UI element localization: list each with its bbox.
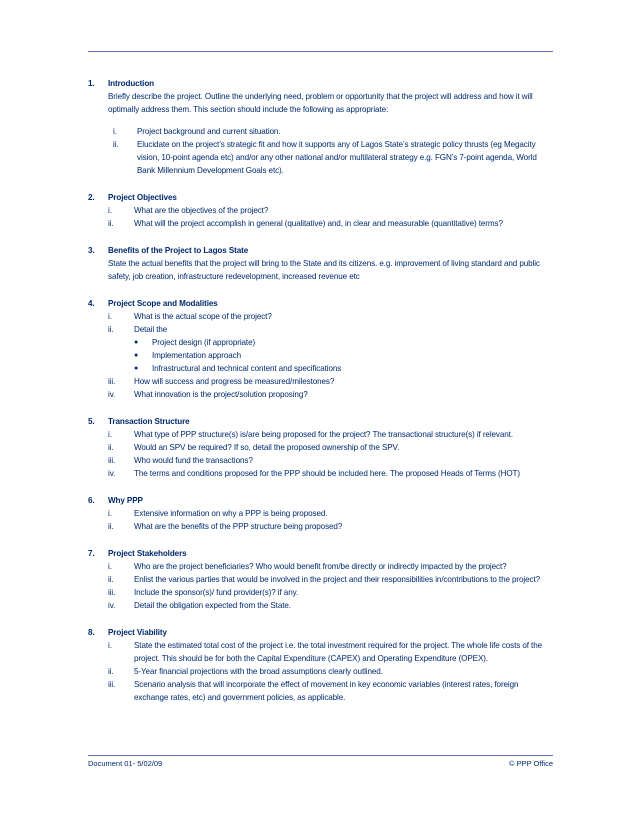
bullet-icon: ● [134, 365, 139, 372]
list-item [108, 560, 554, 573]
section-number: 6. [88, 496, 95, 505]
section-title: Introduction [108, 79, 155, 88]
bullet-text: Infrastructural and technical content and specifications [152, 364, 342, 373]
item-list [108, 204, 554, 230]
item-text: Who are the project beneficiaries? Who would benefit from/be directly or indirectly impacted by the project? [134, 562, 507, 571]
item-list [108, 125, 554, 177]
item-text: Detail the [134, 325, 168, 334]
item-text: What is the actual scope of the project? [134, 312, 272, 321]
bullet-item [134, 362, 554, 375]
item-list [108, 428, 554, 480]
item-numeral: i. [108, 562, 112, 571]
section-heading [88, 415, 554, 428]
item-text: What type of PPP structure(s) is/are being proposed for the project? The transactional structure(s) if relevant. [134, 430, 513, 439]
item-numeral: iii. [108, 377, 116, 386]
item-text: Detail the obligation expected from the State. [134, 601, 291, 610]
list-item [108, 454, 554, 467]
section-project-objectives [88, 191, 554, 230]
header-rule [88, 51, 553, 52]
item-numeral: iii. [108, 588, 116, 597]
item-text: Project background and current situation. [137, 127, 281, 136]
item-numeral: i. [108, 312, 112, 321]
list-item [108, 520, 554, 533]
item-numeral: i. [108, 509, 112, 518]
item-numeral: i. [108, 430, 112, 439]
item-numeral: ii. [108, 667, 114, 676]
list-item [108, 467, 554, 480]
bullet-icon: ● [134, 339, 139, 346]
item-numeral: ii. [108, 522, 114, 531]
item-numeral: ii. [108, 219, 114, 228]
list-item [108, 217, 554, 230]
section-number: 2. [88, 193, 95, 202]
list-item [108, 125, 554, 138]
bullet-text: Implementation approach [152, 351, 242, 360]
section-title: Project Scope and Modalities [108, 299, 218, 308]
item-text: Elucidate on the project’s strategic fit and how it supports any of Lagos State’s strategic policy thrusts (eg Megacity vision, 10-point agenda etc) and/or any other national and/or multilateral strategy e.g. FGN’s 7-point agenda, World Bank Millennium Development Goals etc). [137, 140, 537, 175]
item-numeral: iv. [108, 469, 116, 478]
section-title: Project Viability [108, 628, 167, 637]
item-numeral: ii. [108, 325, 114, 334]
item-numeral: i. [108, 641, 112, 650]
item-numeral: iv. [108, 601, 116, 610]
bullet-text: Project design (if appropriate) [152, 338, 256, 347]
section-heading [88, 244, 554, 257]
section-heading [88, 547, 554, 560]
section-title: Project Objectives [108, 193, 177, 202]
bullet-list [108, 336, 554, 375]
item-text: Include the sponsor(s)/ fund provider(s)? if any. [134, 588, 299, 597]
item-list [108, 639, 554, 704]
item-text: State the estimated total cost of the project i.e. the total investment required for the project. The whole life costs of the project. This should be for both the Capital Expenditure (CAPEX) and Operating Expenditure (OPEX). [134, 641, 543, 663]
section-number: 1. [88, 79, 95, 88]
list-item [108, 678, 554, 704]
section-heading [88, 191, 554, 204]
section-paragraph: Briefly describe the project. Outline the underlying need, problem or opportunity that the project will address and how it will optimally address them. This section should include the following as appropriate: [108, 92, 533, 114]
section-transaction-structure [88, 415, 554, 480]
item-numeral: ii. [113, 140, 119, 149]
item-text: The terms and conditions proposed for the PPP should be included here. The proposed Heads of Terms (HOT) [134, 469, 520, 478]
item-text: Would an SPV be required? If so, detail the proposed ownership of the SPV. [134, 443, 400, 452]
item-list [108, 560, 554, 612]
list-item [108, 639, 554, 665]
list-item [108, 665, 554, 678]
footer-rule [88, 755, 553, 756]
item-numeral: ii. [108, 443, 114, 452]
list-item [108, 507, 554, 520]
item-text: Enlist the various parties that would be involved in the project and their responsibilities in/contributions to the project? [134, 575, 541, 584]
list-item [108, 573, 554, 586]
list-item [108, 204, 554, 217]
section-number: 4. [88, 299, 95, 308]
item-numeral: iii. [108, 456, 116, 465]
section-project-stakeholders [88, 547, 554, 612]
item-numeral: iii. [108, 680, 116, 689]
section-title: Project Stakeholders [108, 549, 187, 558]
section-title: Transaction Structure [108, 417, 190, 426]
section-why-ppp [88, 494, 554, 533]
item-text: 5-Year financial projections with the broad assumptions clearly outlined. [134, 667, 383, 676]
list-item [108, 323, 554, 336]
page-footer [88, 759, 553, 768]
list-item [108, 310, 554, 323]
item-text: What innovation is the project/solution proposing? [134, 390, 308, 399]
footer-document-ref: Document 01- 5/02/09 [88, 759, 163, 768]
section-project-viability [88, 626, 554, 704]
section-heading [88, 494, 554, 507]
section-heading [88, 297, 554, 310]
section-introduction [88, 77, 554, 177]
section-scope-modalities [88, 297, 554, 401]
section-number: 5. [88, 417, 95, 426]
item-numeral: ii. [108, 575, 114, 584]
section-title: Benefits of the Project to Lagos State [108, 246, 249, 255]
item-text: Extensive information on why a PPP is being proposed. [134, 509, 328, 518]
item-text: What will the project accomplish in general (qualitative) and, in clear and measurable (quantitative) terms? [134, 219, 503, 228]
list-item [108, 388, 554, 401]
list-item [108, 428, 554, 441]
bullet-item [134, 336, 554, 349]
item-text: What are the benefits of the PPP structure being proposed? [134, 522, 343, 531]
list-item [108, 441, 554, 454]
item-text: Scenario analysis that will incorporate the effect of movement in key economic variables (interest rates, foreign exchange rates, etc) and government policies, as applicable. [134, 680, 519, 702]
item-text: Who would fund the transactions? [134, 456, 253, 465]
item-numeral: i. [108, 206, 112, 215]
bullet-icon: ● [134, 352, 139, 359]
item-text: How will success and progress be measured/milestones? [134, 377, 335, 386]
section-heading [88, 626, 554, 639]
section-heading [88, 77, 554, 90]
section-paragraph: State the actual benefits that the project will bring to the State and its citizens. e.g. improvement of living standard and public safety, job creation, infrastructure redevelopment, increased revenue etc [108, 259, 540, 281]
footer-copyright: © PPP Office [508, 759, 553, 768]
document-content [88, 77, 554, 718]
section-number: 7. [88, 549, 95, 558]
section-number: 3. [88, 246, 95, 255]
list-item [108, 599, 554, 612]
item-list [108, 310, 554, 401]
list-item [108, 586, 554, 599]
list-item [108, 375, 554, 388]
section-title: Why PPP [108, 496, 143, 505]
item-list [108, 507, 554, 533]
item-numeral: iv. [108, 390, 116, 399]
section-number: 8. [88, 628, 95, 637]
item-text: What are the objectives of the project? [134, 206, 269, 215]
bullet-item [134, 349, 554, 362]
section-benefits [88, 244, 554, 283]
item-numeral: i. [113, 127, 117, 136]
list-item [108, 138, 554, 177]
